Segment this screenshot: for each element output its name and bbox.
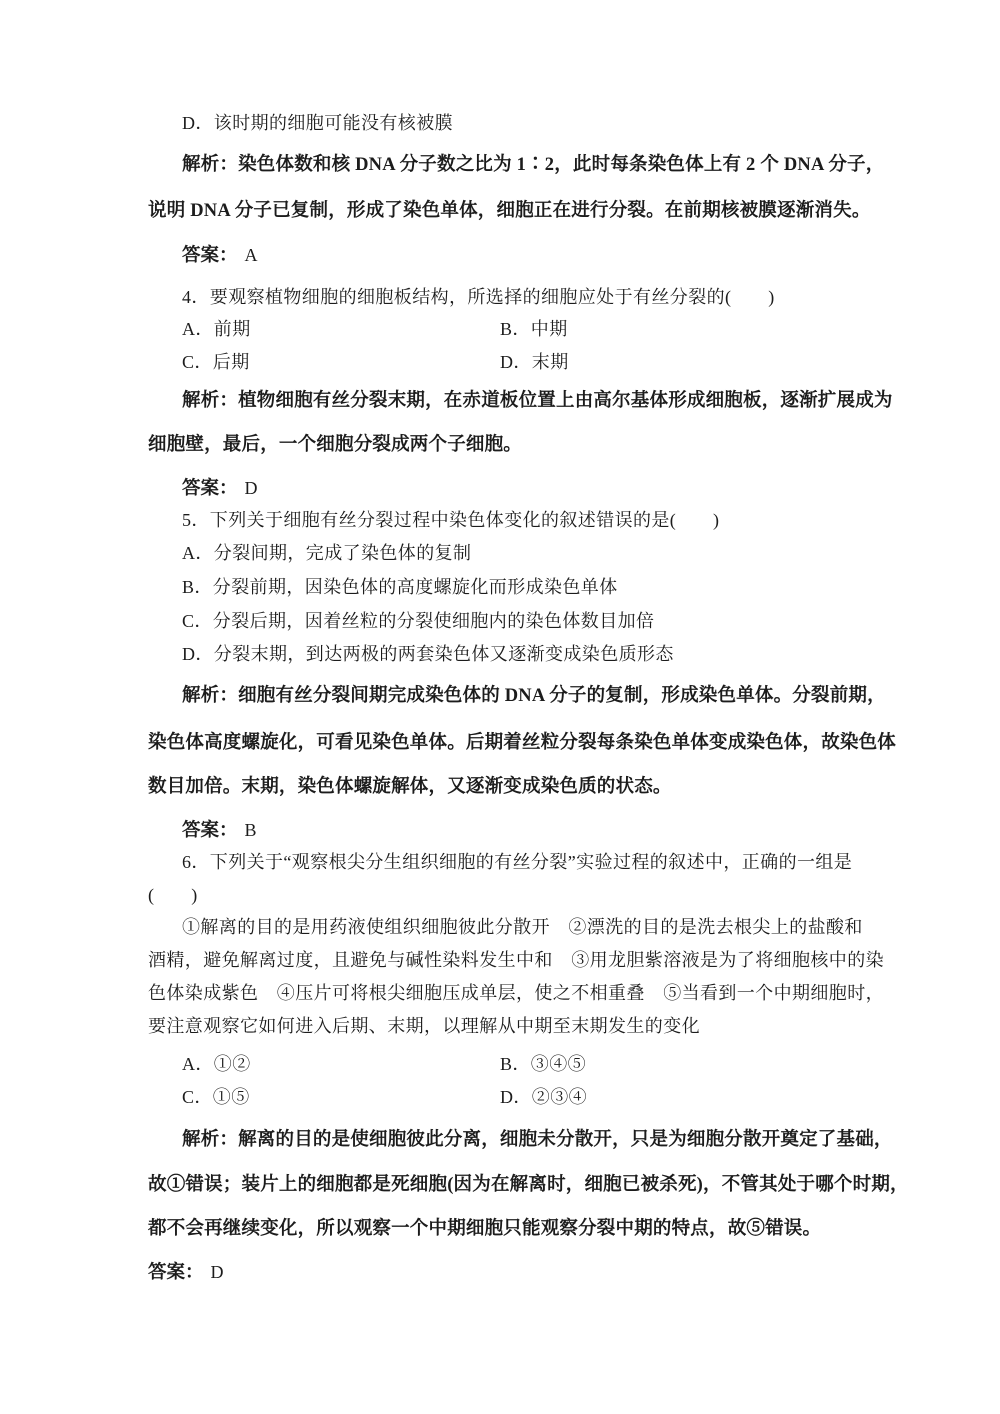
question-stem: 6．下列关于“观察根尖分生组织细胞的有丝分裂”实验过程的叙述中，正确的一组是 — [182, 852, 853, 872]
answer-label: 答案： — [182, 479, 238, 499]
option-line: D．该时期的细胞可能没有核被膜 — [182, 113, 453, 133]
option-cell: C．①⑤ — [182, 1087, 250, 1107]
answer-line — [148, 1261, 224, 1285]
answer-value: D — [244, 478, 258, 498]
answer-label: 答案： — [182, 821, 238, 841]
option-line: D．分裂末期，到达两极的两套染色体又逐渐变成染色质形态 — [182, 644, 674, 664]
solution-line: 都不会再继续变化，所以观察一个中期细胞只能观察分裂中期的特点，故⑤错误。 — [148, 1219, 822, 1239]
option-cell: D．末期 — [500, 352, 569, 372]
answer-line — [182, 244, 258, 268]
option-line: A．分裂间期，完成了染色体的复制 — [182, 543, 472, 563]
answer-line — [182, 819, 257, 843]
option-cell: D．②③④ — [500, 1087, 587, 1107]
answer-value: D — [210, 1262, 224, 1282]
answer-label: 答案： — [182, 246, 238, 266]
answer-value: B — [244, 820, 257, 840]
question-stem: 5．下列关于细胞有丝分裂过程中染色体变化的叙述错误的是( ) — [182, 510, 720, 530]
statement-line: 要注意观察它如何进入后期、末期，以理解从中期至末期发生的变化 — [148, 1016, 700, 1036]
option-cell: B．③④⑤ — [500, 1054, 587, 1074]
solution-line: 故①错误；装片上的细胞都是死细胞(因为在解离时，细胞已被杀死)，不管其处于哪个时期， — [148, 1175, 909, 1195]
question-stem: 4．要观察植物细胞的细胞板结构，所选择的细胞应处于有丝分裂的( ) — [182, 287, 775, 307]
option-line: C．分裂后期，因着丝粒的分裂使细胞内的染色体数目加倍 — [182, 611, 655, 631]
solution-line: 说明 DNA 分子已复制，形成了染色单体，细胞正在进行分裂。在前期核被膜逐渐消失。 — [148, 201, 871, 221]
solution-line: 染色体高度螺旋化，可看见染色单体。后期着丝粒分裂每条染色单体变成染色体，故染色体 — [148, 733, 897, 753]
solution-line: 解析：染色体数和核 DNA 分子数之比为 1∶2，此时每条染色体上有 2 个 DNA 分子， — [182, 155, 885, 175]
question-stem: ( ) — [148, 885, 198, 905]
solution-line: 解析：解离的目的是使细胞彼此分离，细胞未分散开，只是为细胞分散开奠定了基础， — [182, 1130, 893, 1150]
answer-line — [182, 477, 258, 501]
option-cell: A．①② — [182, 1054, 251, 1074]
solution-line: 解析：细胞有丝分裂间期完成染色体的 DNA 分子的复制，形成染色单体。分裂前期， — [182, 686, 886, 706]
option-cell: B．中期 — [500, 319, 568, 339]
solution-line: 解析：植物细胞有丝分裂末期，在赤道板位置上由高尔基体形成细胞板，逐渐扩展成为 — [182, 391, 893, 411]
statement-line: ①解离的目的是用药液使组织细胞彼此分散开 ②漂洗的目的是洗去根尖上的盐酸和 — [182, 917, 863, 937]
solution-line: 数目加倍。末期，染色体螺旋解体，又逐渐变成染色质的状态。 — [148, 777, 672, 797]
option-line: B．分裂前期，因染色体的高度螺旋化而形成染色单体 — [182, 577, 618, 597]
statement-line: 色体染成紫色 ④压片可将根尖细胞压成单层，使之不相重叠 ⑤当看到一个中期细胞时， — [148, 983, 884, 1003]
option-cell: A．前期 — [182, 319, 251, 339]
option-cell: C．后期 — [182, 352, 250, 372]
answer-label: 答案： — [148, 1263, 204, 1283]
statement-line: 酒精，避免解离过度，且避免与碱性染料发生中和 ③用龙胆紫溶液是为了将细胞核中的染 — [148, 950, 884, 970]
solution-line: 细胞壁，最后，一个细胞分裂成两个子细胞。 — [148, 435, 523, 455]
answer-value: A — [244, 245, 258, 265]
